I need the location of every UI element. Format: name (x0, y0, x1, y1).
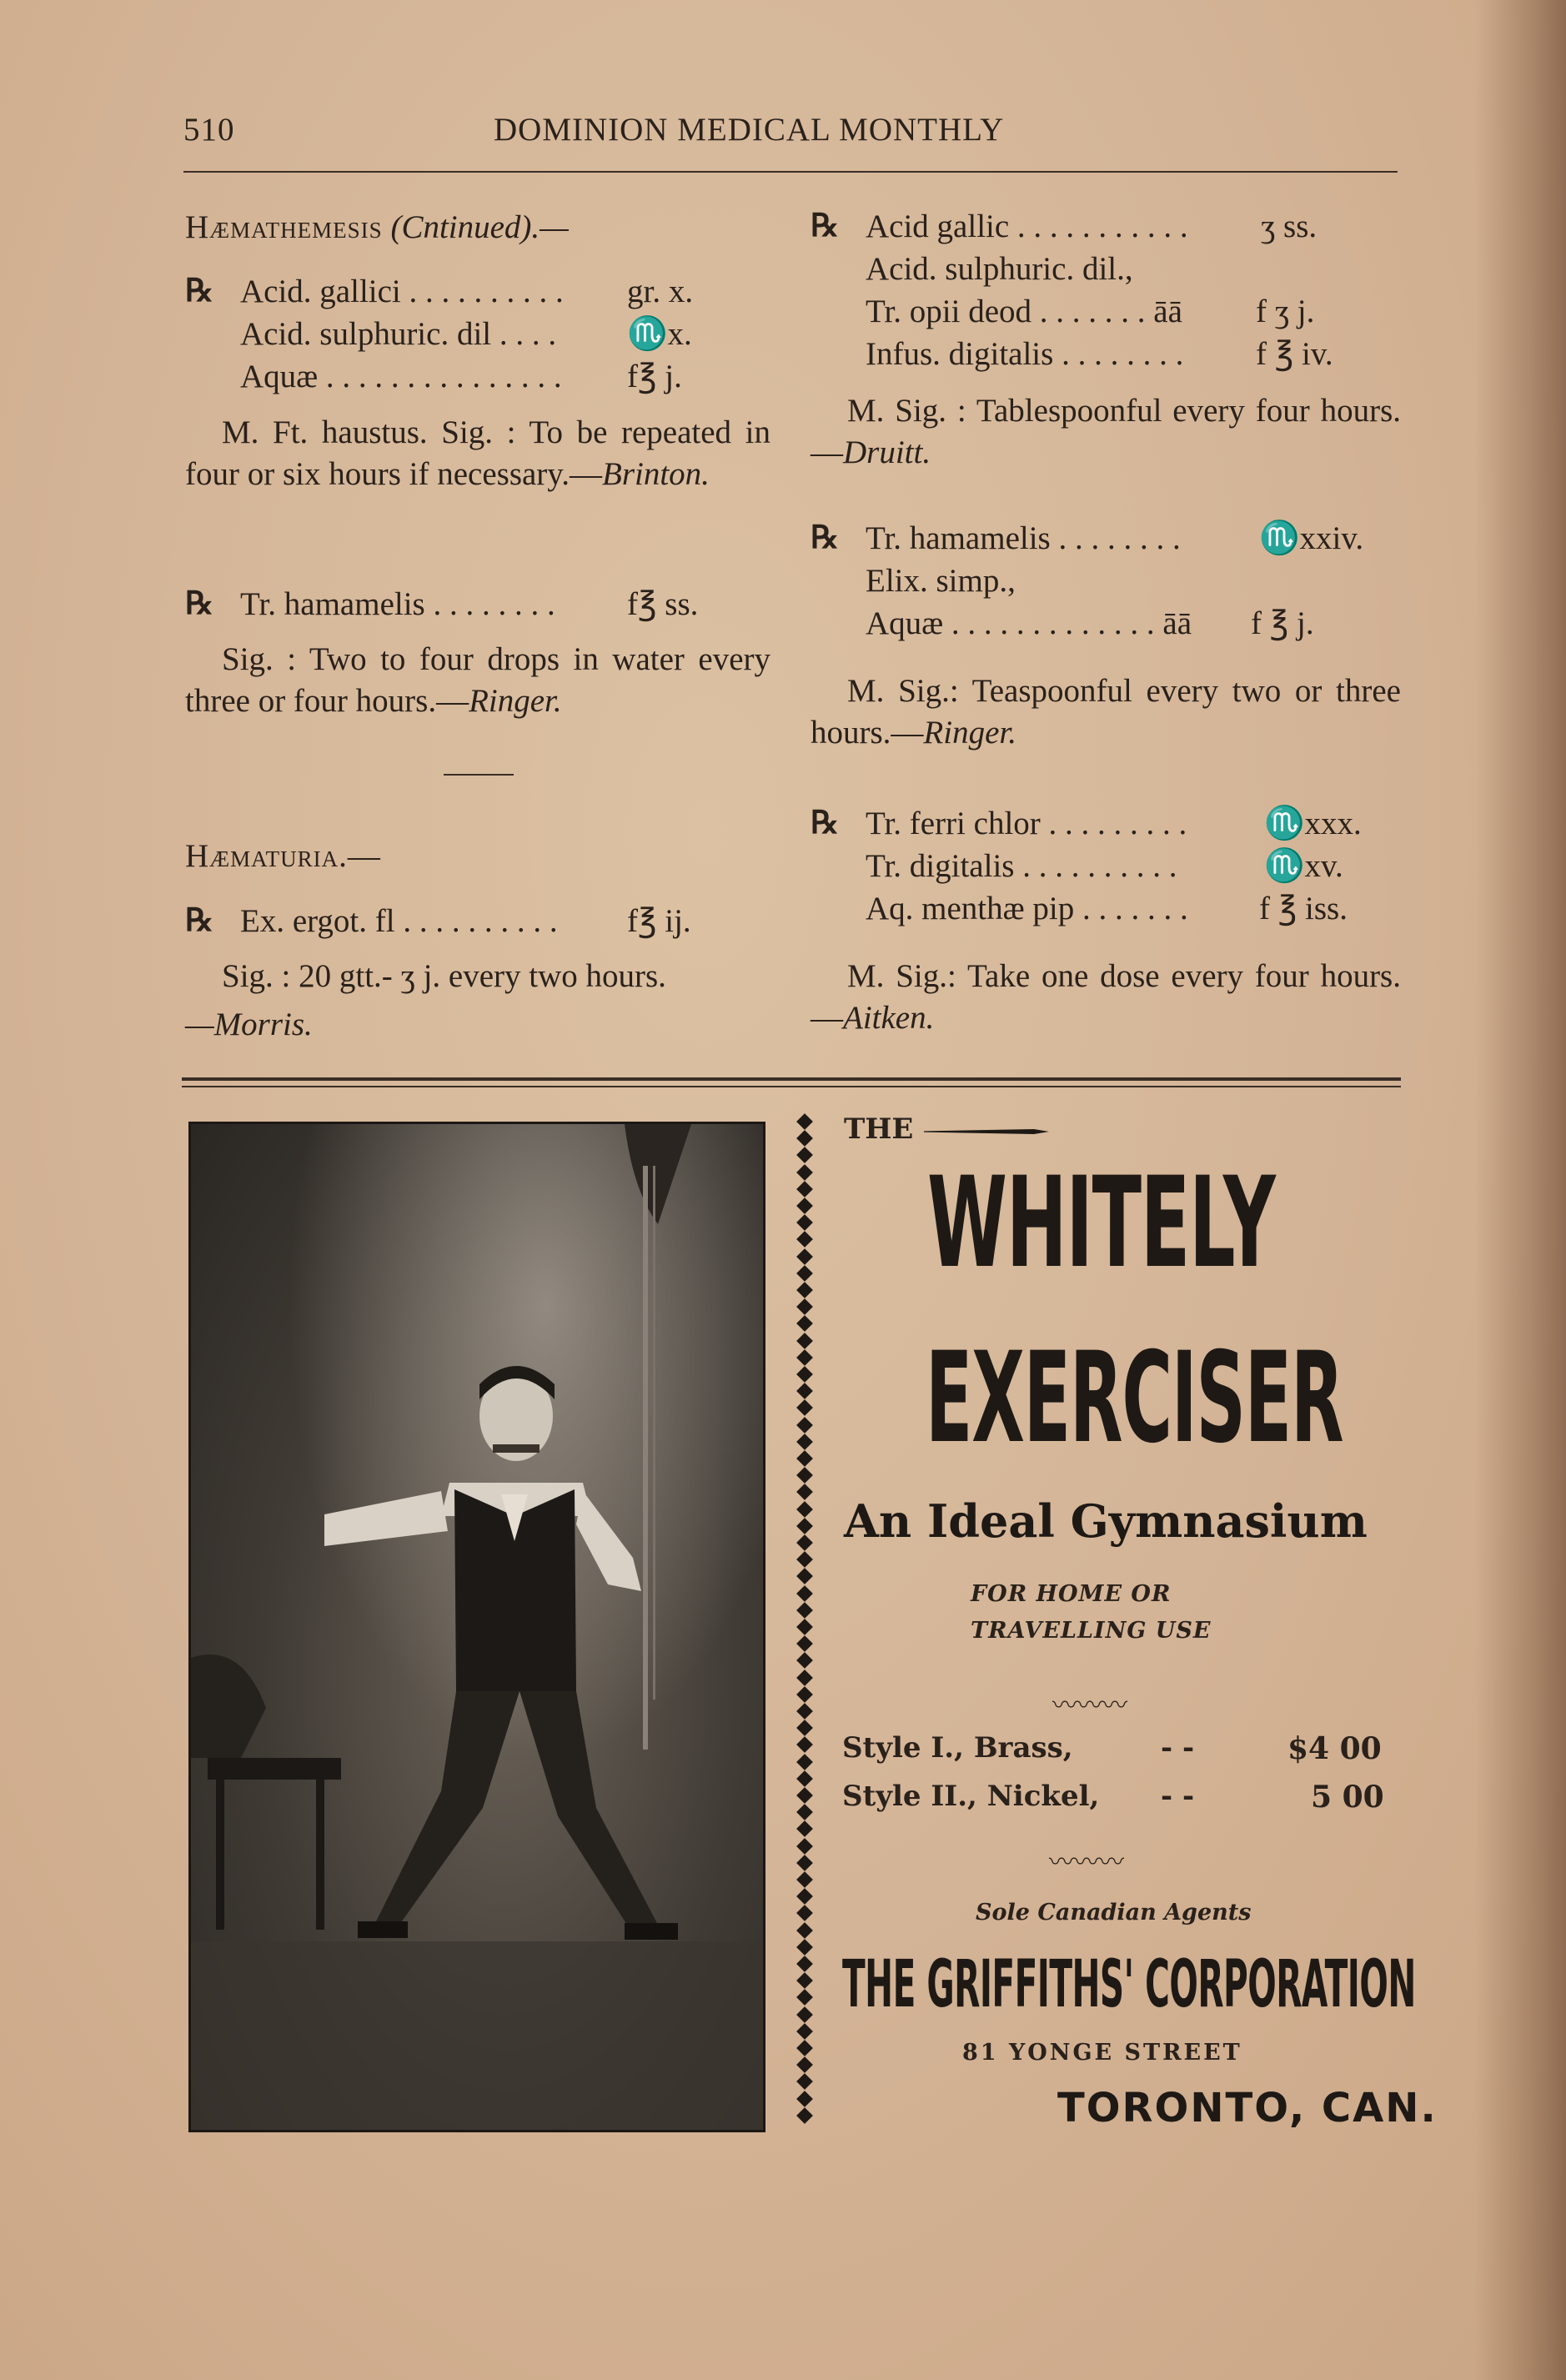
diamond-ornament (796, 1231, 813, 1248)
diamond-ornament (796, 1265, 813, 1282)
rx-line: Aquæ . . . . . . . . . . . . . . . (240, 359, 562, 394)
diamond-ornament (796, 1399, 813, 1416)
rx-note-text: M. Sig.: Take one dose every four hours.— (811, 958, 1401, 1036)
rx-note-text: Sig. : Two to four drops in water every three or four hours.— (185, 641, 770, 719)
rx-author: Ringer. (923, 715, 1016, 751)
rx-author: Aitken. (843, 1000, 935, 1036)
rx-author: —Morris. (185, 1007, 313, 1042)
ad-use-line2: TRAVELLING USE (971, 1618, 1212, 1644)
diamond-ornament (796, 1417, 813, 1434)
diamond-ornament (796, 1703, 813, 1720)
price-style-label: Style II., Nickel, (842, 1780, 1100, 1813)
diamond-ornament (796, 1754, 813, 1770)
diamond-ornament (796, 1467, 813, 1484)
diamond-ornament (796, 1905, 813, 1921)
rx-author: Druitt. (843, 434, 931, 470)
price-value: $4 00 (1287, 1731, 1382, 1766)
rx-dose: f℥ j. (627, 359, 682, 394)
rx-note-text: M. Ft. haustus. Sig. : To be repeated in four or six hours if necessary.— (185, 414, 770, 492)
diamond-ornament (796, 1871, 813, 1888)
diamond-ornament (796, 1383, 813, 1399)
rx-note (811, 670, 1401, 754)
rx-line: Acid. gallici . . . . . . . . . . (240, 274, 564, 309)
ad-top-rule (182, 1077, 1401, 1081)
diamond-ornament (796, 1450, 813, 1467)
price-style-label: Style I., Brass, (842, 1731, 1073, 1765)
diamond-ornament (796, 1298, 813, 1315)
diamond-ornament (796, 1181, 813, 1198)
diamond-ornament (796, 2091, 813, 2107)
diamond-ornament (796, 1484, 813, 1500)
ad-city: TORONTO, CAN. (1057, 2085, 1438, 2131)
page-number: 510 (183, 112, 235, 148)
diamond-ornament (796, 1214, 813, 1231)
rx-line: Tr. opii deod . . . . . . . āā (866, 294, 1182, 329)
ad-top-rule-thin (182, 1086, 1401, 1087)
rx-line: Tr. ferri chlor . . . . . . . . . (866, 806, 1187, 841)
diamond-ornament (796, 1501, 813, 1518)
rx-line: Tr. hamamelis . . . . . . . . (240, 586, 555, 622)
ad-company-name: THE GRIFFITHS' CORPORATION (842, 1947, 1416, 2022)
man-exercising-illustration (191, 1124, 763, 2130)
rx-dose: f℥ ss. (627, 586, 699, 622)
ad-street: 81 YONGE STREET (962, 2040, 1242, 2066)
section-heading-haematuria: Hæmaturia.— (185, 838, 381, 874)
ornament-divider: 〰〰〰 (1049, 1849, 1124, 1876)
rx-symbol: ℞ (185, 274, 214, 309)
rx-symbol: ℞ (185, 586, 214, 621)
diamond-ornament (796, 1198, 813, 1214)
diamond-ornament (796, 1315, 813, 1332)
rx-dose: f℥ ij. (627, 903, 691, 939)
header-rule (183, 171, 1398, 173)
diamond-ornament (796, 1838, 813, 1855)
rx-dose: ♏xv. (1264, 848, 1343, 884)
ad-agents-label: Sole Canadian Agents (976, 1900, 1252, 1926)
heading-text: Hæmathemesis (185, 209, 383, 245)
ad-tagline: An Ideal Gymnasium (844, 1494, 1368, 1548)
diamond-ornament (796, 1736, 813, 1753)
rx-line: Aq. menthæ pip . . . . . . . (866, 891, 1188, 926)
journal-title: DOMINION MEDICAL MONTHLY (494, 112, 1005, 148)
diamond-ornament (796, 1635, 813, 1652)
ad-title-line1: WHITELY (927, 1151, 1275, 1296)
diamond-ornament (796, 1820, 813, 1837)
rx-symbol: ℞ (811, 806, 840, 841)
diamond-ornament (796, 1989, 813, 2006)
diamond-ornament (796, 1855, 813, 1871)
diamond-ornament (796, 1720, 813, 1736)
diamond-ornament (796, 1434, 813, 1450)
diamond-ornament (796, 1787, 813, 1804)
rx-note-text: M. Sig. : Tablespoonful every four hours.— (811, 393, 1401, 470)
price-dashes: - - (1161, 1731, 1195, 1765)
rx-dose: f ʒ j. (1256, 294, 1315, 329)
diamond-ornament (796, 1972, 813, 1989)
rx-note-text: M. Sig.: Teaspoonful every two or three hours.— (811, 673, 1401, 751)
diamond-ornament (796, 1130, 813, 1147)
ad-use-line1: FOR HOME OR (971, 1581, 1172, 1607)
diamond-ornament (796, 1670, 813, 1686)
rx-symbol: ℞ (811, 208, 840, 244)
diamond-ornament (796, 1147, 813, 1163)
rx-symbol: ℞ (811, 520, 840, 555)
rx-dose: ♏x. (627, 316, 692, 352)
diamond-ornament (796, 1349, 813, 1366)
rx-dose: f ℥ iv. (1256, 336, 1333, 372)
diamond-ornament (796, 1113, 813, 1130)
diamond-ornament (796, 1939, 813, 1956)
rx-line: Tr. digitalis . . . . . . . . . . (866, 848, 1177, 884)
diamond-ornament (796, 1602, 813, 1619)
diamond-ornament (796, 1518, 813, 1534)
diamond-ornament (796, 1804, 813, 1820)
rx-line: Aquæ . . . . . . . . . . . . . āā (866, 605, 1192, 641)
heading-continued: (Cntinued).— (390, 209, 569, 245)
section-divider (444, 774, 514, 776)
diamond-ornament (796, 2006, 813, 2023)
diamond-ornament (796, 2023, 813, 2040)
page-edge-shadow (1474, 0, 1566, 2380)
ad-title-swash (924, 1129, 1049, 1134)
rx-note (185, 412, 770, 495)
rx-note (811, 390, 1401, 474)
diamond-ornament (796, 1568, 813, 1584)
rx-dose: gr. x. (627, 274, 694, 309)
rx-line: Acid. sulphuric. dil., (866, 251, 1133, 287)
rx-dose: f ℥ iss. (1259, 891, 1348, 926)
diamond-ornament (796, 1366, 813, 1383)
diamond-ornament (796, 1248, 813, 1265)
section-heading-haemathemesis (185, 207, 569, 249)
diamond-ornament (796, 1534, 813, 1551)
diamond-ornament (796, 1333, 813, 1349)
diamond-ornament (796, 1282, 813, 1298)
rx-note (185, 639, 770, 722)
rx-line: Acid gallic . . . . . . . . . . . (866, 208, 1188, 244)
diamond-ornament (796, 1551, 813, 1568)
diamond-ornament (796, 1652, 813, 1669)
rx-line: Elix. simp., (866, 563, 1016, 599)
diamond-ornament (796, 2073, 813, 2090)
diamond-ornament (796, 1888, 813, 1905)
rx-line: Acid. sulphuric. dil . . . . (240, 316, 557, 352)
rx-dose: f ℥ j. (1251, 605, 1314, 641)
diamond-ornament (796, 1585, 813, 1602)
advertisement-photo (188, 1122, 765, 2132)
rx-author: Ringer. (469, 683, 562, 719)
rx-author: Brinton. (602, 456, 710, 492)
rx-symbol: ℞ (185, 903, 214, 938)
rx-note-text: Sig. : 20 gtt.- ʒ j. every two hours. (222, 958, 666, 994)
price-value: 5 00 (1311, 1780, 1384, 1815)
rx-line: Tr. hamamelis . . . . . . . . (866, 520, 1181, 556)
diamond-ornament (796, 1164, 813, 1181)
price-dashes: - - (1161, 1780, 1195, 1813)
rx-line: Ex. ergot. fl . . . . . . . . . . (240, 903, 558, 939)
diamond-ornament (796, 1619, 813, 1635)
diamond-ornament (796, 1770, 813, 1787)
ad-title-line2: EXERCISER (926, 1326, 1343, 1471)
diamond-ornament (796, 1922, 813, 1939)
diamond-ornament (796, 1956, 813, 1972)
rx-note (811, 956, 1401, 1039)
diamond-ornament (796, 2107, 813, 2124)
diamond-border (796, 1116, 815, 2126)
rx-line: Infus. digitalis . . . . . . . . (866, 336, 1184, 372)
ornament-divider: 〰〰〰 (1052, 1692, 1127, 1720)
diamond-ornament (796, 1686, 813, 1703)
rx-dose: ♏xxx. (1264, 806, 1362, 841)
diamond-ornament (796, 2040, 813, 2056)
diamond-ornament (796, 2056, 813, 2073)
ad-the-label: THE (844, 1112, 914, 1146)
rx-dose: ♏xxiv. (1259, 520, 1364, 556)
rx-dose: ʒ ss. (1261, 208, 1318, 244)
